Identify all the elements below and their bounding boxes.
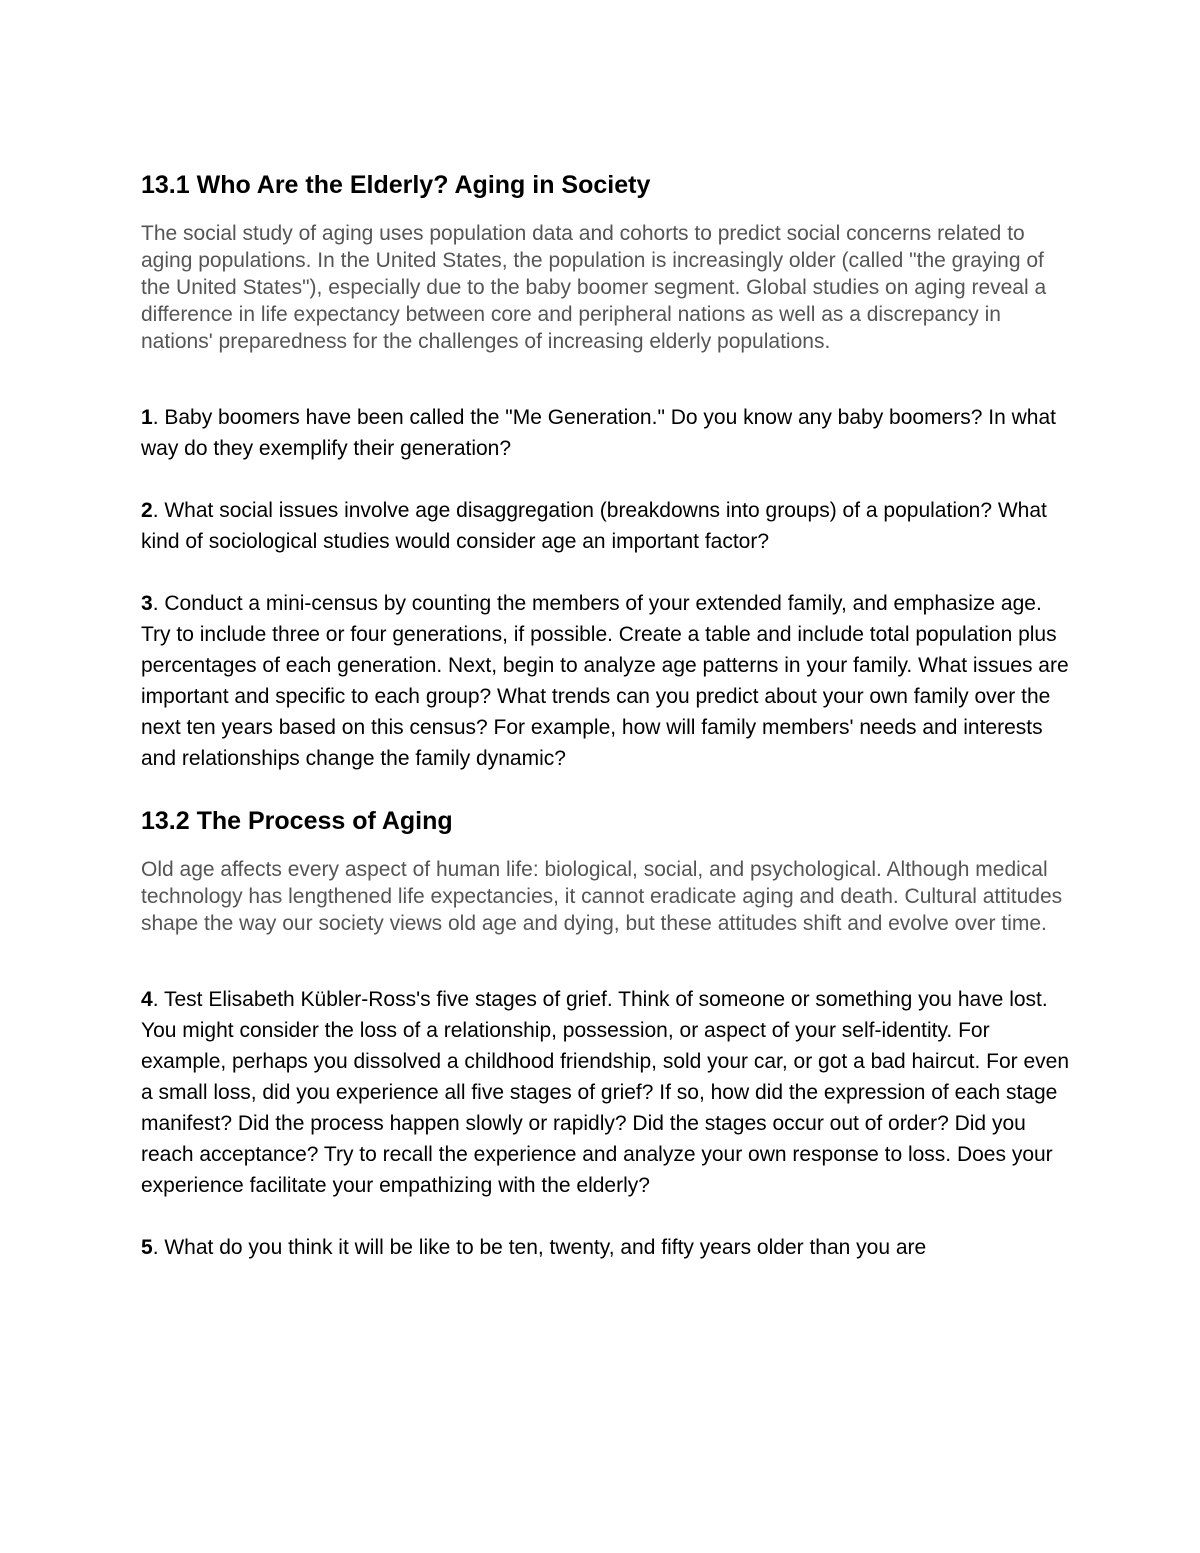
section-summary: Old age affects every aspect of human life: biological, social, and psychological. Although medical technology has lengthened life expectancies, it cannot eradicate aging and death. Cultural attitudes shape the way our society views old age and dying, but these attitudes shift and evolve over time. bbox=[141, 858, 1063, 935]
question-item bbox=[141, 495, 1071, 557]
section-heading: 13.2 The Process of Aging bbox=[141, 807, 453, 835]
question-text: . Conduct a mini-census by counting the members of your extended family, and emphasize age. Try to include three or four generations, if possible. Create a table and include total population plus percentages of each generation. Next, begin to analyze age patterns in your family. What issues are important and specific to each group? What trends can you predict about your own family over the next ten years based on this census? For example, how will family members' needs and interests and relationships change the family dynamic? bbox=[141, 592, 1069, 770]
document-page bbox=[141, 168, 1071, 1263]
question-text: . What do you think it will be like to be ten, twenty, and fifty years older than you are bbox=[152, 1236, 927, 1259]
question-item bbox=[141, 402, 1071, 464]
question-number: 1 bbox=[141, 406, 153, 429]
section-summary: The social study of aging uses population data and cohorts to predict social concerns related to aging populations. In the United States, the population is increasingly older (called "the graying of the United States"), especially due to the baby boomer segment. Global studies on aging reveal a difference in life expectancy between core and peripheral nations as well as a discrepancy in nations' preparedness for the challenges of increasing elderly populations. bbox=[141, 222, 1047, 353]
question-item bbox=[141, 984, 1071, 1201]
question-number: 4 bbox=[141, 988, 153, 1011]
question-number: 3 bbox=[141, 592, 153, 615]
section-heading: 13.1 Who Are the Elderly? Aging in Society bbox=[141, 171, 651, 199]
question-text: . Baby boomers have been called the "Me Generation." Do you know any baby boomers? In what way do they exemplify their generation? bbox=[141, 406, 1056, 460]
question-number: 2 bbox=[141, 499, 153, 522]
question-number: 5 bbox=[141, 1236, 153, 1259]
question-item bbox=[141, 588, 1071, 774]
question-text: . Test Elisabeth Kübler-Ross's five stages of grief. Think of someone or something you have lost. You might consider the loss of a relationship, possession, or aspect of your self-identity. For example, perhaps you dissolved a childhood friendship, sold your car, or got a bad haircut. For even a small loss, did you experience all five stages of grief? If so, how did the expression of each stage manifest? Did the process happen slowly or rapidly? Did the stages occur out of order? Did you reach acceptance? Try to recall the experience and analyze your own response to loss. Does your experience facilitate your empathizing with the elderly? bbox=[141, 988, 1070, 1197]
question-item bbox=[141, 1232, 1071, 1263]
question-text: . What social issues involve age disaggregation (breakdowns into groups) of a population? What kind of sociological studies would consider age an important factor? bbox=[141, 499, 1047, 553]
